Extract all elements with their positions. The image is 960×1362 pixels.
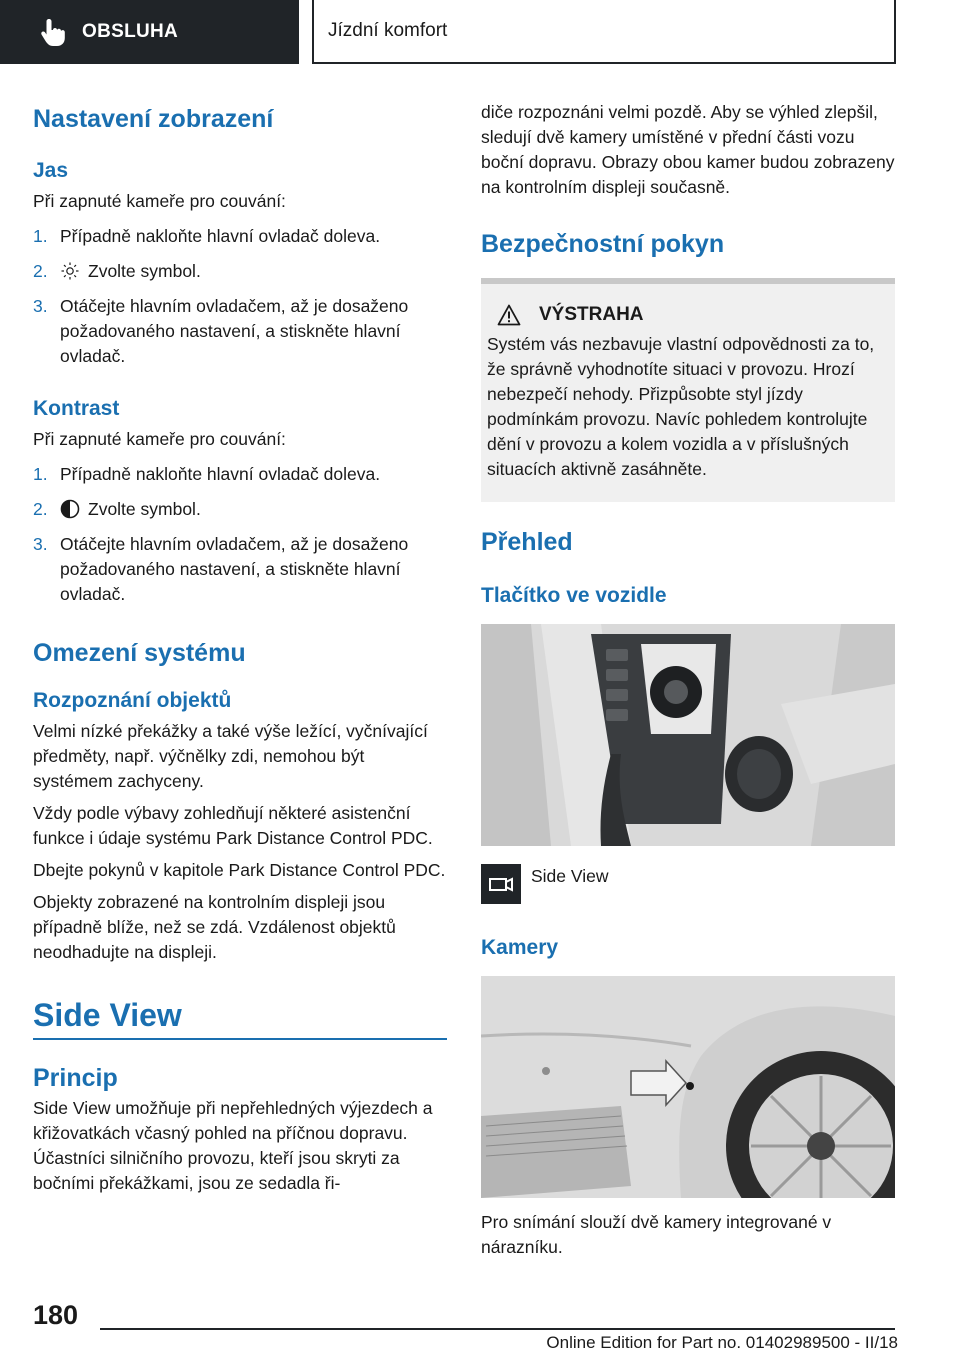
footer-rule <box>100 1328 895 1330</box>
step-number: 3. <box>33 534 48 554</box>
list-item <box>33 294 447 369</box>
center-console-photo <box>481 624 895 846</box>
heading-kamery: Kamery <box>481 936 559 959</box>
side-view-label: Side View <box>531 866 609 886</box>
list-item <box>33 224 447 249</box>
jas-steps <box>33 224 447 369</box>
warning-box <box>481 284 895 502</box>
heading-omezeni: Omezení systému <box>33 639 246 667</box>
section-title: Jízdní komfort <box>328 20 448 41</box>
step-text: Zvolte symbol. <box>88 499 201 519</box>
heading-nastaveni: Nastavení zobrazení <box>33 105 274 133</box>
jas-intro: Při zapnuté kameře pro couvání: <box>33 191 286 211</box>
tab-label: OBSLUHA <box>82 21 179 42</box>
heading-rozpoznani: Rozpoznání objektů <box>33 689 232 712</box>
step-number: 1. <box>33 226 48 246</box>
warning-label: VÝSTRAHA <box>539 304 644 325</box>
list-item <box>33 532 447 607</box>
step-text: Případně nakloňte hlavní ovladač doleva. <box>60 226 381 246</box>
left-column <box>33 100 447 1196</box>
step-text: Otáčejte hlavním ovladačem, až je dosaženo požadovaného nastavení, a stiskněte hlavní ovladač. <box>60 296 409 366</box>
warning-triangle-icon <box>497 304 521 326</box>
step-number: 3. <box>33 296 48 316</box>
step-number: 2. <box>33 261 48 281</box>
side-view-button-row <box>481 864 895 904</box>
paragraph: Pro snímání slouží dvě kamery integrované v nárazníku. <box>481 1212 832 1257</box>
list-item <box>33 497 447 522</box>
side-view-camera-icon <box>486 874 516 894</box>
paragraph: diče rozpoznáni velmi pozdě. Aby se výhled zlepšil, sledují dvě kamery umístěné v přední části vozu boční dopravu. Obrazy obou kamer budou zobrazeny na kontrolním displeji současně. <box>481 102 895 197</box>
heading-sideview: Side View <box>33 997 182 1033</box>
list-item <box>33 462 447 487</box>
heading-kontrast: Kontrast <box>33 397 120 420</box>
paragraph: Objekty zobrazené na kontrolním displeji jsou případně blíže, než se zdá. Vzdálenost objektů neodhadujte na displeji. <box>33 892 396 962</box>
warning-title <box>497 304 889 326</box>
brightness-sun-icon <box>60 261 80 281</box>
section-title-box <box>312 0 896 64</box>
kontrast-steps <box>33 462 447 607</box>
kontrast-intro: Při zapnuté kameře pro couvání: <box>33 429 286 449</box>
step-text: Zvolte symbol. <box>88 261 201 281</box>
heading-underline <box>33 1038 447 1040</box>
edition-note: Online Edition for Part no. 01402989500 - II/18 <box>546 1333 898 1352</box>
side-view-button[interactable] <box>481 864 521 904</box>
contrast-icon <box>60 499 80 519</box>
paragraph: Side View umožňuje při nepřehledných výjezdech a křižovatkách včasný pohled na příčnou dopravu. Účastníci silničního provozu, kteří jsou skryti za bočními překážkami, jsou ze sedadla ři- <box>33 1098 433 1193</box>
heading-jas: Jas <box>33 159 69 182</box>
step-number: 2. <box>33 499 48 519</box>
paragraph: Vždy podle výbavy zohledňují některé asistenční funkce i údaje systému Park Distance Control PDC. <box>33 803 433 848</box>
step-text: Případně nakloňte hlavní ovladač doleva. <box>60 464 381 484</box>
bumper-camera-photo <box>481 976 895 1198</box>
right-column <box>481 100 895 1260</box>
heading-princip: Princip <box>33 1064 118 1092</box>
section-tab-obsluha[interactable] <box>0 0 299 64</box>
page-number: 180 <box>33 1300 79 1330</box>
heading-tlacitko: Tlačítko ve vozidle <box>481 584 667 607</box>
step-number: 1. <box>33 464 48 484</box>
paragraph: Dbejte pokynů v kapitole Park Distance Control PDC. <box>33 860 446 880</box>
warning-text: Systém vás nezbavuje vlastní odpovědnosti za to, že správně vyhodnotíte situaci v provozu. Hrozí nebezpečí nehody. Přizpůsobte styl jízdy podmínkám provozu. Navíc pohledem kontrolujte dění v provozu a kolem vozidla a v příslušných situacích aktivně zasáhněte. <box>487 334 875 479</box>
hand-pointer-icon <box>40 17 66 47</box>
heading-prehled: Přehled <box>481 528 573 556</box>
heading-bezpecnost: Bezpečnostní pokyn <box>481 230 725 258</box>
paragraph: Velmi nízké překážky a také výše ležící, vyčnívající předměty, např. výčnělky zdi, nemohou být systémem zachyceny. <box>33 721 428 791</box>
list-item <box>33 259 447 284</box>
page-header <box>0 0 960 66</box>
step-text: Otáčejte hlavním ovladačem, až je dosaženo požadovaného nastavení, a stiskněte hlavní ovladač. <box>60 534 409 604</box>
